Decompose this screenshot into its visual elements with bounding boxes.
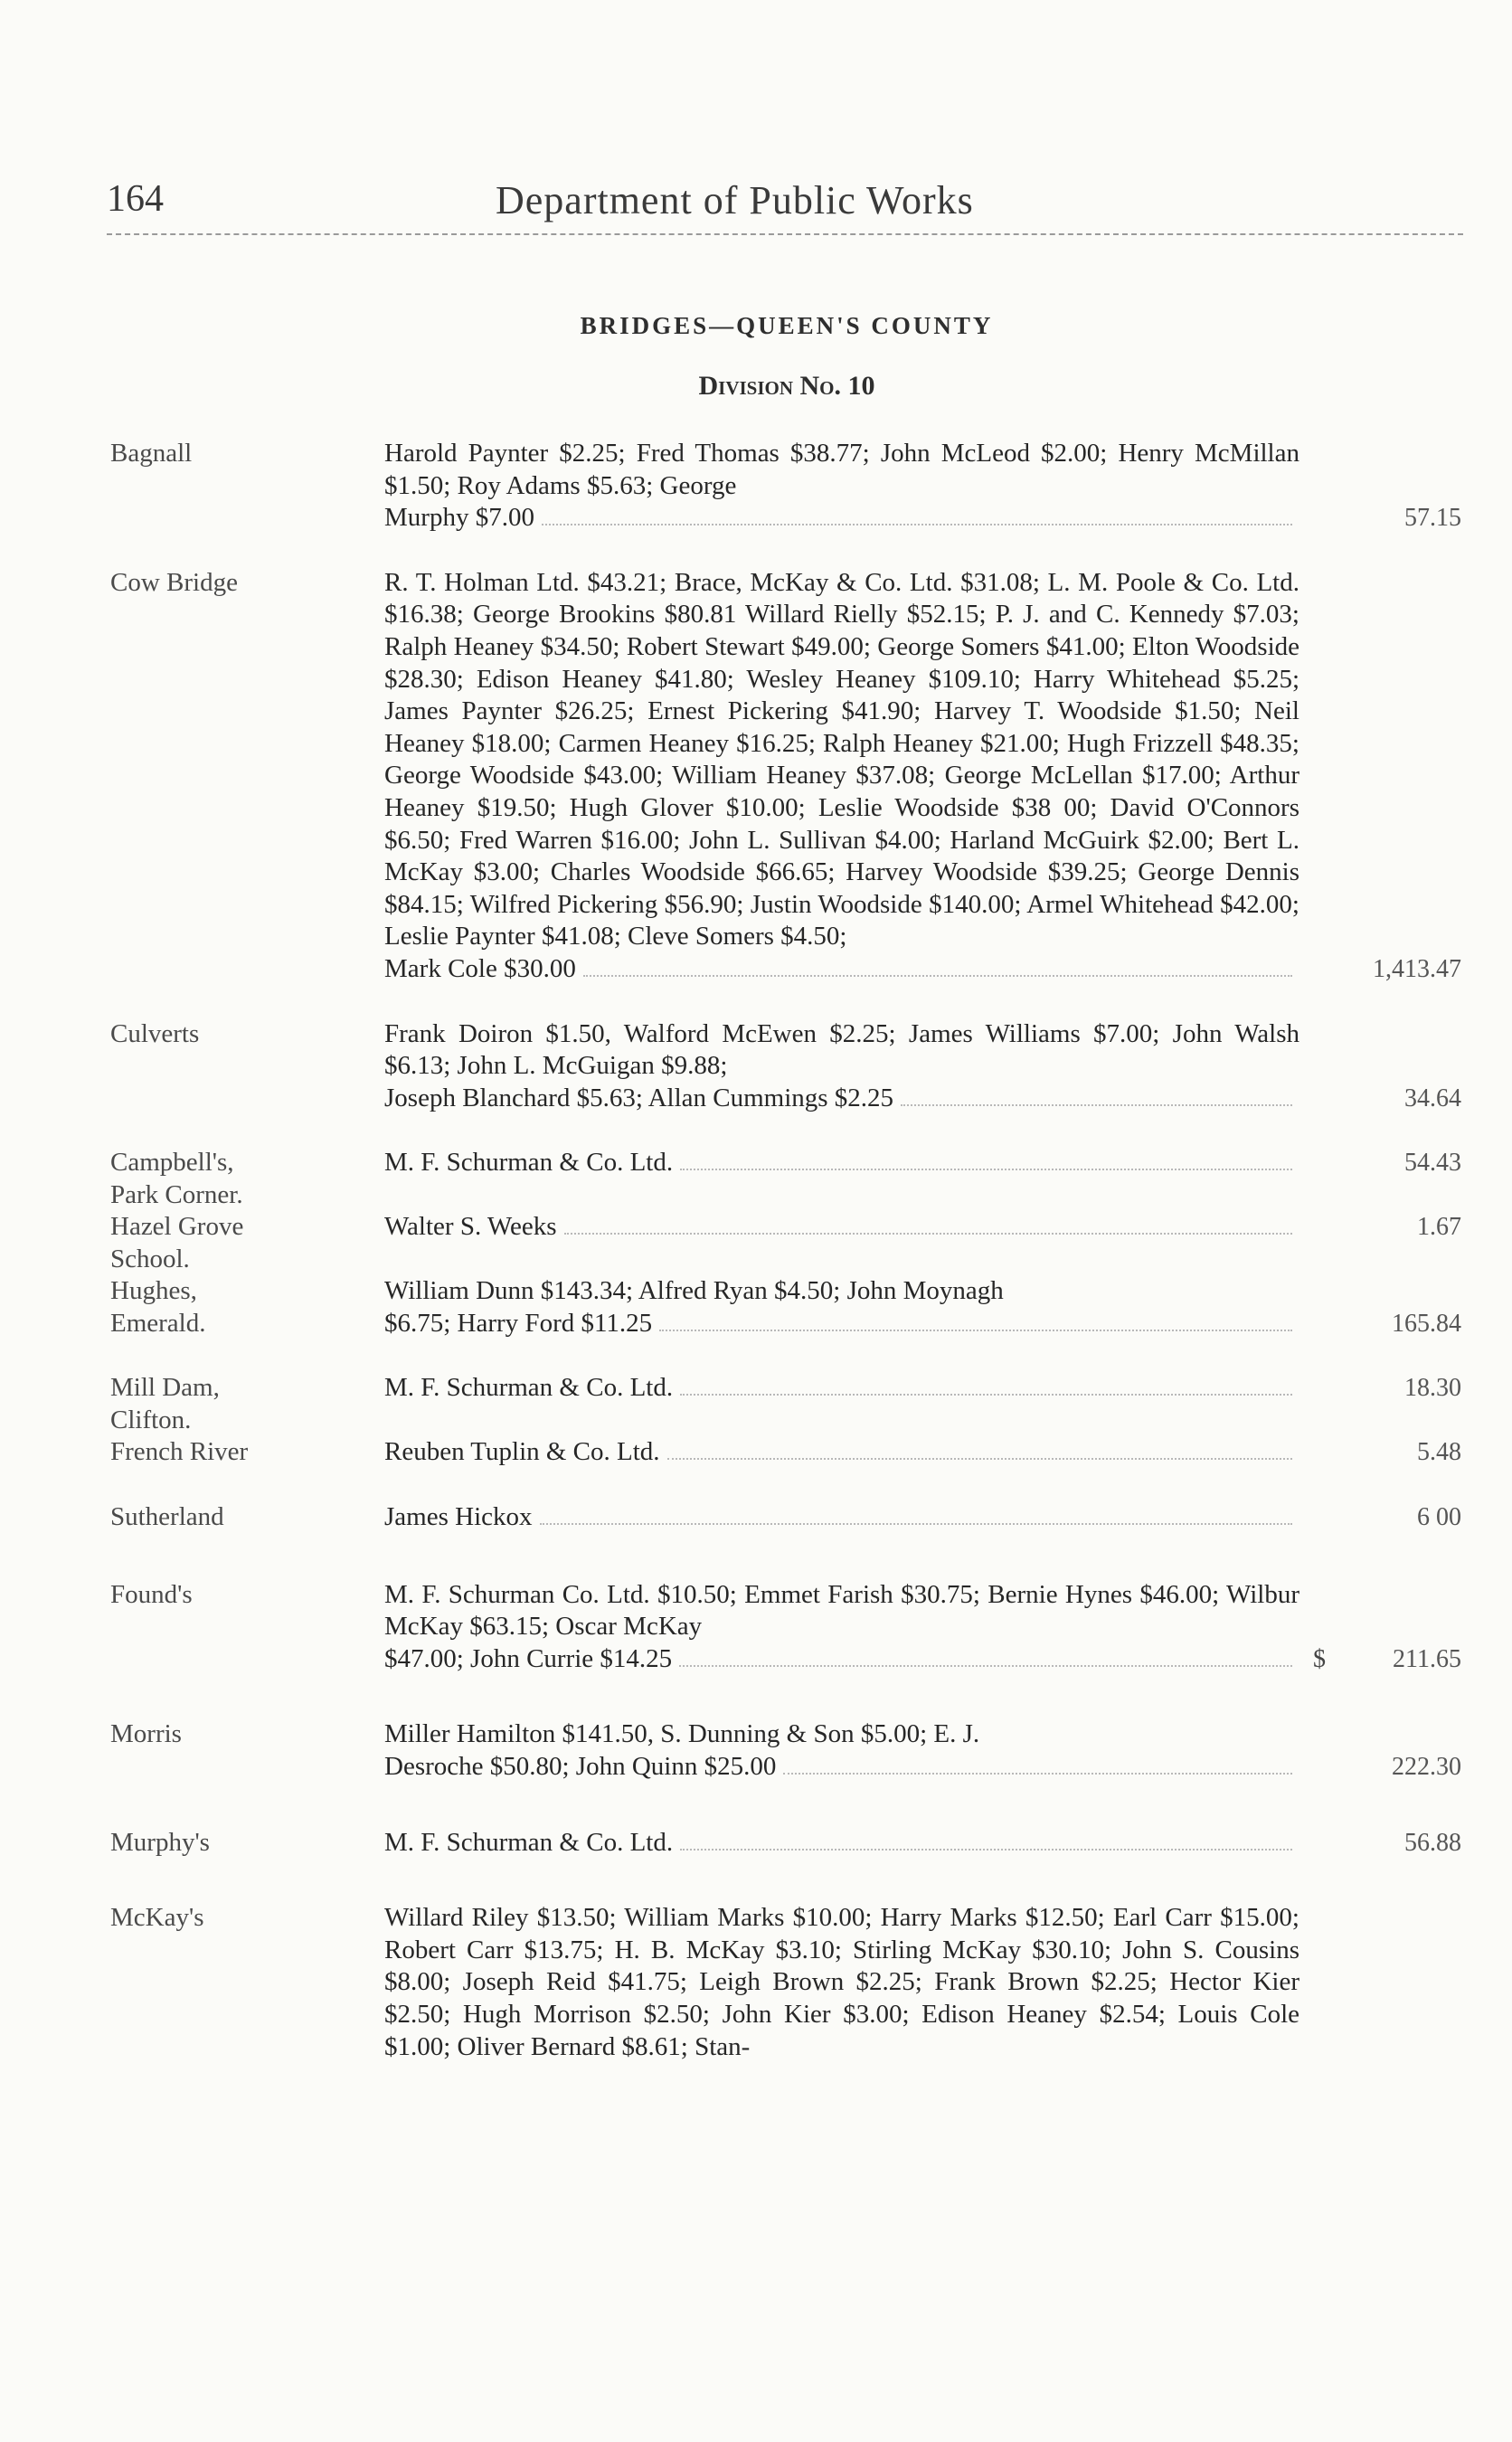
- entry-place: Morris: [110, 1719, 182, 1749]
- entry-last-text: Reuben Tuplin & Co. Ltd.: [384, 1437, 660, 1467]
- entry-text: Miller Hamilton $141.50, S. Dunning & Son $5.00; E. J.: [384, 1719, 980, 1749]
- dollar-sign: $: [1313, 1644, 1326, 1673]
- entry-last-text: M. F. Schurman & Co. Ltd.: [384, 1827, 674, 1857]
- entry-bagnall: [0, 438, 1512, 535]
- entry-place: Mill Dam, Clifton.: [110, 1373, 220, 1435]
- entry-campbells: [0, 1147, 1512, 1211]
- entry-text: Harold Paynter $2.25; Fred Thomas $38.77; John McLeod $2.00; Henry McMillan $1.50; Roy Adams $5.63; George: [384, 439, 1299, 500]
- entry-amount: 211.65: [1393, 1644, 1461, 1673]
- entry-place: Found's: [110, 1579, 193, 1609]
- entry-mckays: [0, 1902, 1512, 2063]
- entry-last-text: Murphy $7.00: [384, 503, 534, 533]
- entry-place: Campbell's, Park Corner.: [110, 1148, 243, 1209]
- entry-place: McKay's: [110, 1903, 204, 1933]
- entry-last-line: [384, 1751, 1299, 1784]
- entry-payees: [384, 1018, 1299, 1115]
- entry-last-line: [384, 1436, 1299, 1469]
- entry-text: R. T. Holman Ltd. $43.21; Brace, McKay & Co. Ltd. $31.08; L. M. Poole & Co. Ltd. $16.38; George Brookins $80.81 Willard Rielly $52.15; P. J. and C. Kennedy $7.03; Ralph Heaney $34.50; Robert Stewart $49.00; George Somers $41.00; Elton Woodside $28.30; Edison Heaney $41.80; Wesley Heaney $109.10; Harry Whitehead $5.25; James Paynter $26.25; Ernest Pickering $41.90; Harvey T. Woodside $1.50; Neil Heaney $18.00; Carmen Heaney $16.25; Ralph Heaney $21.00; Hugh Frizzell $48.35; George Woodside $43.00; William Heaney $37.08; George McLellan $17.00; Arthur Heaney $19.50; Hugh Glover $10.00; Leslie Woodside $38 00; David O'Connors $6.50; Fred Warren $16.00; John L. Sullivan $4.00; Harland McGuirk $2.00; Bert L. McKay $3.00; Charles Woodside $66.65; Harvey Woodside $39.25; George Dennis $84.15; Wilfred Pickering $56.90; Justin Woodside $140.00; Armel Whitehead $42.00; Leslie Paynter $41.08; Cleve Somers $4.50;: [384, 567, 1299, 951]
- division-heading: Division No. 10: [698, 371, 875, 401]
- entry-place: Bagnall: [110, 439, 193, 468]
- entry-payees: [384, 1718, 1299, 1783]
- dot-leader: [583, 975, 1292, 977]
- entry-cow-bridge: [0, 567, 1512, 986]
- entry-culverts: [0, 1018, 1512, 1115]
- entry-place: Murphy's: [110, 1827, 210, 1857]
- entry-amount: 54.43: [1404, 1149, 1461, 1178]
- entry-morris: [0, 1718, 1512, 1783]
- dot-leader: [680, 1394, 1292, 1396]
- entry-last-line: [384, 1372, 1299, 1405]
- entry-amount: 56.88: [1404, 1828, 1461, 1857]
- entry-last-line: [384, 1211, 1299, 1244]
- entry-payees: [384, 1147, 1299, 1179]
- entry-amount: 34.64: [1404, 1084, 1461, 1112]
- dot-leader: [680, 1169, 1292, 1170]
- entry-place: Sutherland: [110, 1502, 224, 1532]
- entry-mill-dam: [0, 1372, 1512, 1436]
- entry-payees: [384, 1579, 1299, 1676]
- entry-french-river: [0, 1436, 1512, 1469]
- entry-place: Culverts: [110, 1018, 200, 1048]
- dot-leader: [540, 1523, 1293, 1525]
- entry-last-text: Mark Cole $30.00: [384, 953, 576, 983]
- entry-last-text: $6.75; Harry Ford $11.25: [384, 1308, 653, 1338]
- entry-amount: 1.67: [1417, 1213, 1461, 1242]
- entry-sutherland: [0, 1501, 1512, 1534]
- entry-last-line: [384, 502, 1299, 535]
- entry-place: Hughes, Emerald.: [110, 1276, 206, 1338]
- entry-text: Willard Riley $13.50; William Marks $10.00; Harry Marks $12.50; Earl Carr $15.00; Robert Carr $13.75; H. B. McKay $3.10; Stirling McKay $30.10; John S. Cousins $8.00; Joseph Reid $41.75; Leigh Brown $2.25; Frank Brown $2.25; Hector Kier $2.50; Hugh Morrison $2.50; John Kier $3.00; Edison Heaney $2.54; Louis Cole $1.00; Oliver Bernard $8.61; Stan-: [384, 1903, 1299, 2061]
- dot-leader: [680, 1849, 1292, 1850]
- entry-amount: 165.84: [1392, 1309, 1461, 1338]
- entry-place: Cow Bridge: [110, 567, 238, 597]
- entry-last-line: [384, 953, 1299, 986]
- header-rule: [107, 233, 1463, 235]
- entry-payees: [384, 567, 1299, 986]
- dot-leader: [659, 1330, 1292, 1331]
- entry-last-text: $47.00; John Currie $14.25: [384, 1643, 673, 1673]
- entry-text: Frank Doiron $1.50, Walford McEwen $2.25; James Williams $7.00; John Walsh $6.13; John L. McGuigan $9.88;: [384, 1018, 1299, 1081]
- page-number: 164: [107, 178, 164, 220]
- entry-last-text: Walter S. Weeks: [384, 1212, 557, 1242]
- entries-list: [0, 438, 1512, 2063]
- entry-last-text: Joseph Blanchard $5.63; Allan Cummings $2.25: [384, 1083, 894, 1112]
- entry-payees: [384, 438, 1299, 535]
- entry-murphys: [0, 1827, 1512, 1860]
- entry-hazel-grove: [0, 1211, 1512, 1275]
- entry-founds: [0, 1579, 1512, 1676]
- entry-last-line: [384, 1147, 1299, 1179]
- entry-payees: [384, 1211, 1299, 1244]
- entry-payees: [384, 1827, 1299, 1860]
- dot-leader: [679, 1665, 1292, 1667]
- entry-place: Hazel Grove School.: [110, 1212, 244, 1273]
- entry-last-line: [384, 1643, 1299, 1676]
- dot-leader: [564, 1233, 1293, 1235]
- entry-last-line: [384, 1501, 1299, 1534]
- entry-last-line: [384, 1308, 1299, 1340]
- entry-last-text: James Hickox: [384, 1502, 533, 1532]
- page-header: [107, 177, 1463, 232]
- entry-payees: [384, 1372, 1299, 1405]
- entry-text: M. F. Schurman Co. Ltd. $10.50; Emmet Farish $30.75; Bernie Hynes $46.00; Wilbur McKay $63.15; Oscar McKay: [384, 1579, 1299, 1642]
- entry-payees: [384, 1436, 1299, 1469]
- entry-last-line: [384, 1083, 1299, 1115]
- entry-amount: 5.48: [1417, 1438, 1461, 1467]
- entry-payees: [384, 1501, 1299, 1534]
- running-title: Department of Public Works: [496, 178, 974, 222]
- dot-leader: [783, 1773, 1292, 1775]
- entry-place: French River: [110, 1437, 249, 1467]
- entry-text: William Dunn $143.34; Alfred Ryan $4.50; John Moynagh: [384, 1276, 1004, 1306]
- entry-hughes: [0, 1275, 1512, 1339]
- entry-last-text: M. F. Schurman & Co. Ltd.: [384, 1148, 674, 1178]
- entry-amount: 1,413.47: [1373, 954, 1461, 983]
- dot-leader: [901, 1104, 1292, 1106]
- entry-amount: 6 00: [1417, 1503, 1461, 1532]
- section-heading: BRIDGES—QUEEN'S COUNTY: [580, 312, 994, 339]
- entry-last-text: Desroche $50.80; John Quinn $25.00: [384, 1752, 777, 1782]
- entry-amount: 18.30: [1404, 1374, 1461, 1403]
- entry-last-line: [384, 1827, 1299, 1860]
- entry-payees: [384, 1902, 1299, 2063]
- dot-leader: [542, 524, 1292, 525]
- entry-amount: 57.15: [1404, 504, 1461, 533]
- entry-amount: 222.30: [1392, 1753, 1461, 1782]
- entry-payees: [384, 1275, 1299, 1339]
- entry-last-text: M. F. Schurman & Co. Ltd.: [384, 1373, 674, 1403]
- dot-leader: [667, 1458, 1292, 1460]
